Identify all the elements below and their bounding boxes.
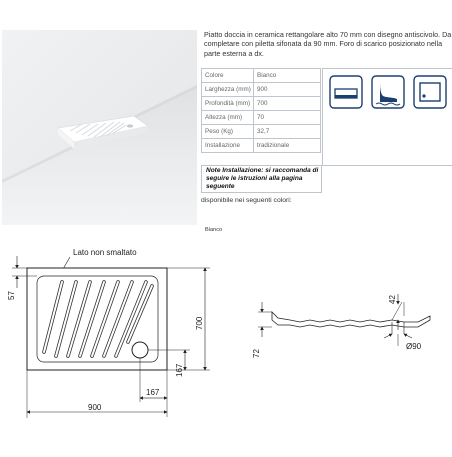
spec-value: 70 <box>254 111 321 125</box>
spec-row <box>202 97 321 111</box>
dim-width-label: 900 <box>88 403 102 412</box>
spec-value: 700 <box>254 97 321 111</box>
product-photo <box>2 30 197 225</box>
dim-drain-diameter-label: Ø90 <box>406 342 422 351</box>
drain-position-icon <box>413 75 447 114</box>
spec-value: 900 <box>254 83 321 97</box>
dim-height-label: 72 <box>252 349 261 358</box>
spec-row <box>202 125 321 139</box>
spec-value: 32,7 <box>254 125 321 139</box>
callout-leader <box>63 257 70 269</box>
spec-row <box>202 83 321 97</box>
shower-tray-icon <box>329 75 363 114</box>
dim-thickness-label: 42 <box>388 295 397 304</box>
feature-icons <box>322 68 452 166</box>
section-profile <box>272 312 430 327</box>
spec-value: Bianco <box>254 69 321 83</box>
dim-drain-y-label: 167 <box>175 363 184 377</box>
installation-note: Note Installazione: si raccomanda di seguire le istruzioni alla pagina seguente <box>201 165 322 193</box>
spec-label: Installazione <box>202 139 254 153</box>
callout-label: Lato non smaltato <box>73 248 137 257</box>
product-description: Piatto doccia in ceramica rettangolare alto 70 mm con disegno antiscivolo. Da completare con piletta sifonata da 90 mm. Foro di scarico posizionato nella parte esterna a dx. <box>204 30 452 58</box>
spec-label: Altezza (mm) <box>202 111 254 125</box>
color-name: Bianco <box>205 227 223 233</box>
drain-hole <box>132 342 148 358</box>
dim-edge-label: 57 <box>7 291 16 300</box>
spec-label: Peso (Kg) <box>202 125 254 139</box>
dim-depth-label: 700 <box>195 316 204 330</box>
spec-table <box>201 68 321 153</box>
spec-row <box>202 111 321 125</box>
technical-drawing <box>0 242 452 452</box>
spec-label: Colore <box>202 69 254 83</box>
anti-slip-foot-icon <box>371 75 405 114</box>
spec-label: Larghezza (mm) <box>202 83 254 97</box>
spec-value: tradizionale <box>254 139 321 153</box>
availability-label: disponibile nei seguenti colori: <box>201 197 292 204</box>
spec-row <box>202 139 321 153</box>
spec-row <box>202 69 321 83</box>
spec-label: Profondità (mm) <box>202 97 254 111</box>
dim-drain-x-label: 167 <box>146 388 160 397</box>
